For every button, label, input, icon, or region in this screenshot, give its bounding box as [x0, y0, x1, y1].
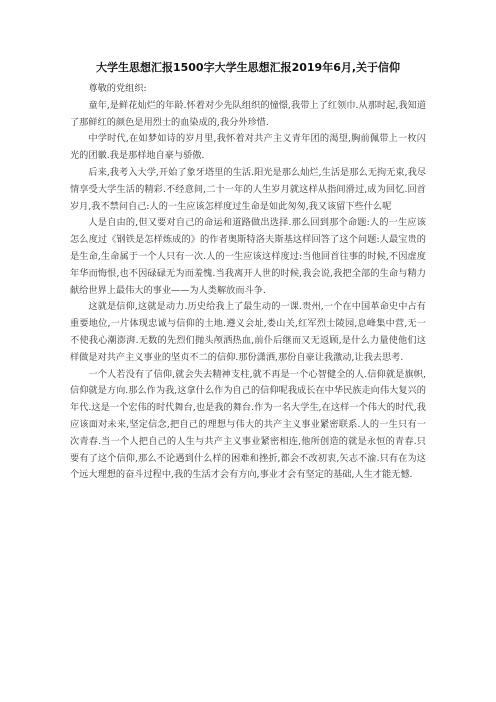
paragraph-childhood: 童年,是鲜花灿烂的年龄.怀着对少先队组织的憧憬,我带上了红领巾.从那时起,我知道了那鲜红的颜色是用烈士的血染成的,我分外珍惜.: [70, 99, 426, 128]
salutation: 尊敬的党组织:: [88, 83, 147, 94]
paragraph-university: 后来,我考入大学,开始了象牙塔里的生活.阳光是那么灿烂,生活是那么无拘无束,我尽情享受大学生活的精彩.不经意间,二十一年的人生岁月就这样从指间滑过,成为回忆.回首岁月,我不禁问自己:人的一生应该怎样度过生命是如此匆匆,我又该留下些什么呢: [70, 166, 426, 212]
paragraph-belief-motivation: 这就是信仰,这就是动力.历史给我上了最生动的一课.贵州,一个在中国革命史中占有重要地位,一片体现忠诚与信仰的土地.遵义会址,娄山关,红军烈士陵园,息峰集中营,无一不使我心潮澎湃.无数的先烈们抛头颅洒热血,前仆后继而又无返顾,是什么力量使他们这样做是对共产主义事业的坚贞不二的信仰.那份潇洒,那份自豪让我激动,让我去思考.: [70, 301, 426, 363]
paragraph-belief-banner: 一个人若没有了信仰,就会失去精神支柱,就不再是一个心智健全的人.信仰就是旗帜,信仰就是方向.那么作为我,这拿什么作为自己的信仰呢我成长在中华民族走向伟大复兴的年代.这是一个宏伟的时代舞台,也是我的舞台.作为一名大学生,在这样一个伟大的时代,我应该面对未来,坚定信念,把自己的理想与伟大的共产主义事业紧密联系.人的一生只有一次青春.当一个人把自己的人生与共产主义事业紧密相连,他所创造的就是永恒的青春.只要有了这个信仰,那么不论遇到什么样的困难和挫折,都会不改初衷,矢志不渝.只有在为这个远大理想的奋斗过程中,我的生活才会有方向,事业才会有坚定的基础,人生才能无憾.: [70, 368, 426, 481]
paragraph-life-choice: 人是自由的,但又要对自己的命运和道路做出选择.那么回到那个命题:人的一生应该怎么度过《钢铁是怎样炼成的》的作者奥斯特洛夫斯基这样回答了这个问题:人最宝贵的是生命,生命属于一个人只有一次.人的一生应该这样度过:当他回首往事的时候,不因虚度年华而悔恨,也不因碌碌无为而羞愧.当我离开人世的时候,我会说,我把全部的生命与精力献给世界上最伟大的事业——为人类解放而斗争.: [70, 217, 426, 296]
paragraph-middle-school: 中学时代,在如梦如诗的岁月里,我怀着对共产主义青年团的渴望,胸前佩带上一枚闪光的团徽.我是那样地自豪与骄傲.: [70, 133, 426, 162]
document-title: 大学生思想汇报1500字大学生思想汇报2019年6月,关于信仰: [95, 61, 401, 74]
document-body: [70, 81, 426, 484]
